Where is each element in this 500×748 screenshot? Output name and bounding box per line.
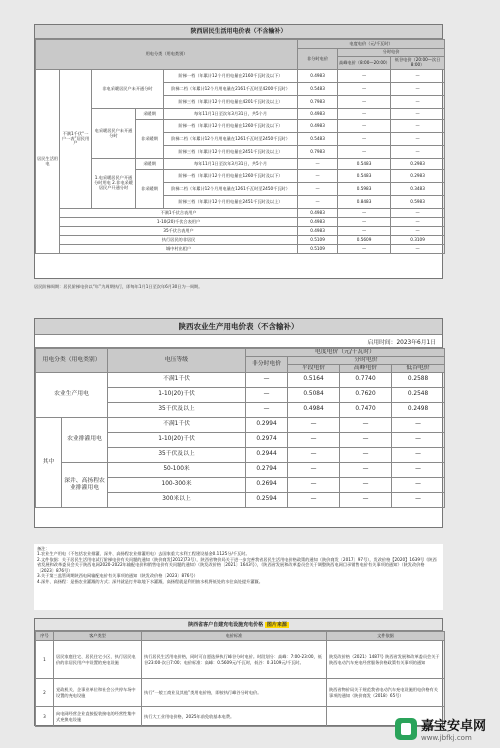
valley-price: — <box>391 209 445 218</box>
voltage: 100-300米 <box>108 477 246 492</box>
heat-season: 采暖期 <box>136 159 164 170</box>
price-standard: 执行大工业用电价格，2025年前免收基本电费。 <box>142 707 327 727</box>
voltage: 1-10(20)千伏 <box>108 432 246 447</box>
remark-line: 2.文件依据：关于居民生活用电试行阶梯电价有关问题的通知（陕价商发[2012]73号），陕西省物价局关于进一步完善我省居民生活用电价格政策的通知（陕价商发〔2017〕97号），发改价格【2020】1639号《陕西省发展和改革委员会关于陕西电网2020-2022年输配电价和销售电价有关问题的通知》（陕发改价格〔2021〕1643号），《陕西省发展和改革委员会关于调整陕西电网目录销售电价有关事项的通知》（陕发改价格〔2023〕876号） <box>37 556 437 573</box>
header-category: 用电分类（用电类别） <box>36 349 108 373</box>
valley-price: — <box>392 477 445 492</box>
valley-price: — <box>391 109 445 120</box>
ladder: 阶梯二档（年累计12个月用电量在2161千瓦时至4200千瓦时） <box>164 83 298 96</box>
document-basis: 陕发改价格（2021）1487号 陕西省发展和改革委员会关于陕西电动汽车充电经营服务价格政策有关事项的通知 <box>327 641 445 679</box>
valley-price: 0.3109 <box>391 236 445 245</box>
peak-price: — <box>340 432 392 447</box>
valley-price: — <box>392 417 445 432</box>
flat-price: 0.5483 <box>298 133 338 146</box>
table1-title: 陕西居民生活用电价表（不含输补） <box>35 25 442 39</box>
header-peak: 高峰电价 <box>340 364 392 372</box>
document-basis: 陕西省物价局关于规范我省电动汽车充电设施用电价格有关事项的通知（陕价商发（2018）65号） <box>327 679 445 707</box>
flat-price: 0.2944 <box>246 447 288 462</box>
ladder: 每年11月1日至次年3月31日，共5个月 <box>164 159 298 170</box>
valley-price: — <box>392 492 445 507</box>
other-user-label: 1-10(20)千伏合表用户 <box>60 218 298 227</box>
flat2-price: — <box>288 447 340 462</box>
peak-price: 0.5483 <box>338 159 391 170</box>
flat2-price: — <box>288 432 340 447</box>
remark-line: 3.关于第三监管周期陕西电网输配电价有关事项的通知（陕发改价格〔2023〕876号） <box>37 573 198 579</box>
valley-price: — <box>391 227 445 236</box>
valley-price: 0.3483 <box>391 183 445 196</box>
ladder: 阶梯一档（年累计12个月用电量在1260千瓦时及以下） <box>164 120 298 133</box>
watermark-url: www.jbfkj.com <box>420 734 472 742</box>
remark-line: 4.深井、高扬程：是指农业灌溉的方式；深井就是打井取地下水灌溉，高扬程就是利用抽水机将低处的水往高处提升灌溉。 <box>37 578 263 584</box>
cat-irrigation: 农业排灌用电 <box>62 417 108 462</box>
charging-price-table <box>34 618 443 726</box>
cat-residential: 居民生活用电 <box>36 70 60 254</box>
valley-price: — <box>391 70 445 83</box>
price-standard: 执行“一般工商业及其他”类用电价格，即按执行峰谷分时电价。 <box>142 679 327 707</box>
flat-price: 0.5109 <box>298 236 338 245</box>
header-flat: 非分时电价 <box>246 357 288 373</box>
flat-price: 0.5109 <box>298 245 338 254</box>
peak-price: — <box>338 133 391 146</box>
customer-type: 居民家庭住宅、居民住宅小区、执行居民电价的非居民用户中设置的充电设施 <box>54 641 142 679</box>
flat-price: — <box>298 196 338 209</box>
flat2-price: — <box>288 477 340 492</box>
peak-price: — <box>338 70 391 83</box>
flat-price: 0.2794 <box>246 462 288 477</box>
header-valley: 低谷电价（20:00—次日8:00） <box>391 57 445 70</box>
voltage: 1-10(20)千伏 <box>108 387 246 402</box>
row-no: 1 <box>36 641 54 679</box>
nonheat-season: 非采暖期 <box>136 170 164 209</box>
voltage: 不满1千伏 <box>108 372 246 387</box>
table3-grid <box>35 631 445 727</box>
peak-price: — <box>340 447 392 462</box>
valley-price: 0.5983 <box>391 196 445 209</box>
ladder: 每年11月1日至次年3月31日，共5个月 <box>164 109 298 120</box>
header-flat: 非分时电价 <box>298 49 338 70</box>
residential-price-table <box>34 24 443 279</box>
peak-price: — <box>338 146 391 159</box>
valley-price: — <box>392 447 445 462</box>
flat-price: — <box>246 372 288 387</box>
flat2-price: 0.4984 <box>288 402 340 417</box>
peak-price: 0.7620 <box>340 387 392 402</box>
flat2-price: 0.5164 <box>288 372 340 387</box>
source-badge: 图片来源 <box>266 622 287 628</box>
peak-price: — <box>338 96 391 109</box>
voltage: 300米以上 <box>108 492 246 507</box>
cat-nonheat: 非电采暖居民户未开通分时 <box>92 70 164 109</box>
other-user-label: 执行居民的非居民 <box>60 236 298 245</box>
peak-price: — <box>340 417 392 432</box>
row-no: 3 <box>36 707 54 727</box>
valley-price: 0.2548 <box>392 387 445 402</box>
flat-price: — <box>298 183 338 196</box>
ladder: 阶梯一档（年累计12个月用电量在1260千瓦时及以下） <box>164 170 298 183</box>
voltage: 35千伏及以上 <box>108 402 246 417</box>
flat-price: 0.2974 <box>246 432 288 447</box>
valley-price: 0.2588 <box>392 372 445 387</box>
header-doc: 文件依据 <box>327 632 445 641</box>
peak-price: — <box>338 209 391 218</box>
table3-title-text: 陕西省客户自建充电设施充电价格 <box>188 622 264 628</box>
price-standard: 执行居民生活用电价格，同时可自愿选择执行峰谷分时电价。时段划分：高峰：7:00-23:00，低谷23:00-次日7:00；电价标准：高峰：0.5609元/千瓦时，低谷：0.3109元/千瓦时。 <box>142 641 327 679</box>
peak-price: — <box>340 462 392 477</box>
peak-price: — <box>340 477 392 492</box>
peak-price: 0.5609 <box>338 236 391 245</box>
flat-price: 0.4983 <box>298 227 338 236</box>
other-user-label: 35千伏合表用户 <box>60 227 298 236</box>
flat-price: 0.4983 <box>298 209 338 218</box>
peak-price: 0.5983 <box>338 183 391 196</box>
peak-price: 0.7470 <box>340 402 392 417</box>
cat-agriculture: 农业生产用电 <box>36 372 108 417</box>
peak-price: — <box>338 218 391 227</box>
peak-price: — <box>338 109 391 120</box>
peak-price: 0.5483 <box>338 170 391 183</box>
heat-season: 采暖期 <box>136 109 164 120</box>
voltage: 不满1千伏 <box>108 417 246 432</box>
app-store-icon <box>395 718 417 740</box>
cat-heat-tou: 1.电采暖居民户开通分时用电 2.非电采暖居民户开通分时 <box>92 159 136 209</box>
cat-single-meter: 不满1千伏“一户一表”居民用户 <box>60 70 92 209</box>
valley-price: 0.2983 <box>391 170 445 183</box>
valley-price: — <box>391 96 445 109</box>
cat-heat: 电采暖居民户未开通分时 <box>92 109 136 159</box>
ladder: 阶梯一档（年累计12个月用电量在2160千瓦时及以下） <box>164 70 298 83</box>
flat2-price: — <box>288 492 340 507</box>
header-voltage: 电压等级 <box>108 349 246 373</box>
flat-price: — <box>246 402 288 417</box>
header-tou: 分时电价 <box>338 49 445 57</box>
remark-line: 备注： <box>37 546 50 551</box>
other-user-label: 不满1千伏合表用户 <box>60 209 298 218</box>
flat-price: 0.7983 <box>298 146 338 159</box>
watermark-name: 嘉宝安卓网 <box>420 719 486 734</box>
flat-price: — <box>246 387 288 402</box>
peak-price: — <box>338 245 391 254</box>
voltage: 35千伏及以上 <box>108 447 246 462</box>
valley-price: — <box>391 146 445 159</box>
flat2-price: 0.5084 <box>288 387 340 402</box>
other-user-label: 城中村出租户 <box>60 245 298 254</box>
nonheat-season: 非采暖期 <box>136 120 164 159</box>
flat-price: 0.2594 <box>246 492 288 507</box>
peak-price: 0.8483 <box>338 196 391 209</box>
watermark[interactable] <box>395 715 486 742</box>
header-no: 序号 <box>36 632 54 641</box>
header-price: 电度电价（元/千瓦时） <box>298 40 445 49</box>
flat-price: — <box>298 170 338 183</box>
remark-line: 1.农业生产用电（不包括农业排灌、深井、高扬程农业排灌用电）去国家重大水利工程建设基金0.1125分/千瓦时。 <box>37 551 250 557</box>
remarks <box>34 544 443 610</box>
flat-price: 0.4983 <box>298 70 338 83</box>
header-category: 用电分类（用电类别） <box>36 40 298 70</box>
peak-price: — <box>340 492 392 507</box>
flat-price: 0.4983 <box>298 120 338 133</box>
ladder: 阶梯二档（年累计12个月用电量在1261千瓦时至2450千瓦时） <box>164 133 298 146</box>
valley-price: — <box>392 462 445 477</box>
ladder: 阶梯二档（年累计12个月用电量在1261千瓦时至2450千瓦时） <box>164 183 298 196</box>
flat-price: 0.4983 <box>298 109 338 120</box>
valley-price: 0.2983 <box>391 159 445 170</box>
table2-grid <box>35 348 445 508</box>
peak-price: 0.7740 <box>340 372 392 387</box>
header-flat2: 平段电价 <box>288 364 340 372</box>
flat-price: 0.4983 <box>298 218 338 227</box>
effective-date: 启用时间：2023年6月1日 <box>35 335 442 348</box>
flat-price: 0.7983 <box>298 96 338 109</box>
header-tou: 分时电价 <box>288 357 445 365</box>
cat-deep-well: 深井、高扬程农业排灌用电 <box>62 462 108 507</box>
flat-price: — <box>298 159 338 170</box>
table3-title <box>35 619 442 631</box>
header-price: 电价标准 <box>142 632 327 641</box>
flat2-price: — <box>288 417 340 432</box>
header-valley: 低谷电价 <box>392 364 445 372</box>
ladder: 阶梯三档（年累计12个月用电量在2451千瓦时及以上） <box>164 196 298 209</box>
valley-price: 0.2498 <box>392 402 445 417</box>
valley-price: — <box>391 120 445 133</box>
flat-price: 0.5483 <box>298 83 338 96</box>
cat-among: 其中 <box>36 417 62 507</box>
header-price: 电度电价（元/千瓦时） <box>246 349 445 357</box>
header-peak: 高峰电价（8:00—20:00） <box>338 57 391 70</box>
ladder: 阶梯三档（年累计12个月用电量在2451千瓦时及以上） <box>164 146 298 159</box>
agriculture-price-table <box>34 318 443 528</box>
table1-grid <box>35 39 445 254</box>
peak-price: — <box>338 83 391 96</box>
flat2-price: — <box>288 462 340 477</box>
valley-price: — <box>391 133 445 146</box>
valley-price: — <box>391 83 445 96</box>
peak-price: — <box>338 227 391 236</box>
customer-type: 向电网经营企业直接报装接电的经营性集中式充换电设施 <box>54 707 142 727</box>
table2-title: 陕西农业生产用电价表（不含输补） <box>35 319 442 335</box>
flat-price: 0.2694 <box>246 477 288 492</box>
valley-price: — <box>392 432 445 447</box>
customer-type: 党政机关、企事业单位和社会公共停车场中设置的充电设施 <box>54 679 142 707</box>
valley-price: — <box>391 218 445 227</box>
header-type: 客户类型 <box>54 632 142 641</box>
voltage: 50-100米 <box>108 462 246 477</box>
flat-price: 0.2994 <box>246 417 288 432</box>
table1-note: 居民阶梯周期：居民阶梯电价以“年”为周期执行，即每年1月1日至次年6月30日为一周期。 <box>34 284 203 289</box>
valley-price: — <box>391 245 445 254</box>
ladder: 阶梯三档（年累计12个月用电量在4201千瓦时及以上） <box>164 96 298 109</box>
row-no: 2 <box>36 679 54 707</box>
peak-price: — <box>338 120 391 133</box>
